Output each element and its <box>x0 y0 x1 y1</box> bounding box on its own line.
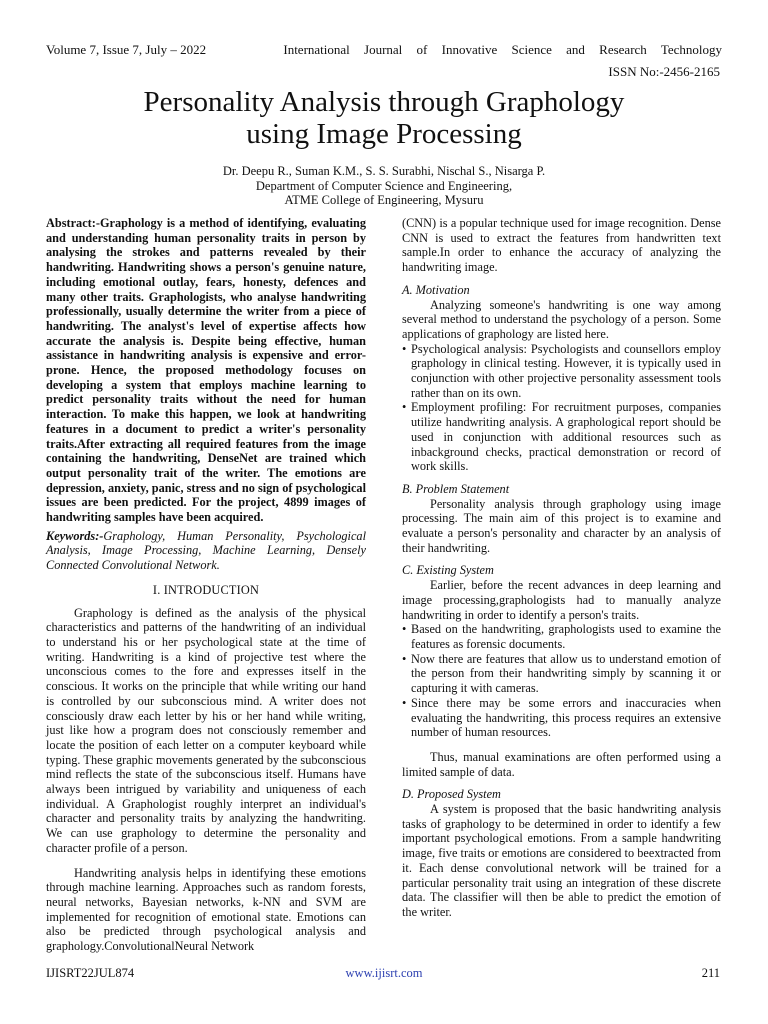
proposed-paragraph: A system is proposed that the basic handwriting analysis tasks of graphology to be determined in order to identify a few important psychological emotions. From a sample handwriting image, five traits or emotions are considered to beextracted from it. Each dense convolutional network will be trained for a particular personality trait using an integration of these discrete data. The classifier will then be able to predict the emotion of the writer. <box>402 802 721 919</box>
college: ATME College of Engineering, Mysuru <box>284 193 484 207</box>
keywords-text: Graphology, Human Personality, Psychological Analysis, Image Processing, Machine Learning, Densely Connected Convolutional Network. <box>46 528 366 573</box>
subsection-heading-problem-statement: B. Problem Statement <box>402 481 510 496</box>
subsection-heading-motivation: A. Motivation <box>402 282 470 297</box>
keywords-label: Keywords:- <box>46 528 104 543</box>
cnn-paragraph: (CNN) is a popular technique used for image recognition. Dense CNN is used to extract the features from handwritten text sample.In order to enhance the accuracy of analyzing the handwriting image. <box>402 216 721 275</box>
title-line-1: Personality Analysis through Graphology <box>143 86 625 118</box>
subsection-heading-proposed-system: D. Proposed System <box>402 787 501 802</box>
intro-paragraph-2: Handwriting analysis helps in identifying these emotions through machine learning. Approaches such as random forests, neural networks, Bayesian networks, k-NN and SVM are implemented for recognition of emotional state. Emotions can also be predicted through psychological analysis and graphology.ConvolutionalNeural Network <box>46 865 366 954</box>
journal-url-link[interactable]: www.ijisrt.com <box>345 966 423 980</box>
keywords <box>46 529 366 573</box>
author-names: Dr. Deepu R., Suman K.M., S. S. Surabhi, Nischal S., Nisarga P. <box>222 164 546 178</box>
issn: ISSN No:-2456-2165 <box>608 64 720 79</box>
abstract: Abstract:-Graphology is a method of identifying, evaluating and understanding human personality traits in person by analysing the strokes and patterns revealed by their handwriting. Handwriting shows a person's genuine nature, including emotional outlay, fears, honesty, defences and many other traits. Graphologists, who analyse handwriting professionally, usually determine the writer from a piece of handwriting. The analyst's level of expertise affects how accurate the analysis is. Despite being effective, human assistance in handwriting analysis is expensive and error-prone. Hence, the proposed methodology focuses on developing a system that employs machine learning to predict personality traits without the need for human interaction. To make this happen, we look at handwriting features in a document to predict a writer's personality traits.After extracting all required features from the image containing the handwriting, DenseNet are trained which output personality trait of the writer. The emotions are depression, anxiety, panic, stress and no sign of psychological issues are been predicted. For the project, 4899 images of handwriting samples have been acquired. <box>46 216 366 525</box>
existing-paragraph-2: Thus, manual examinations are often performed using a limited sample of data. <box>402 749 721 779</box>
department: Department of Computer Science and Engineering, <box>255 178 513 193</box>
existing-paragraph: Earlier, before the recent advances in deep learning and image processing,graphologists had to manually analyze handwriting in order to identify a person's traits. <box>402 578 721 622</box>
section-heading-introduction: I. INTRODUCTION <box>152 582 260 597</box>
paper-code: IJISRT22JUL874 <box>46 966 135 980</box>
left-column <box>46 216 366 954</box>
list-item: • Based on the handwriting, graphologists used to examine the features as forensic documents. <box>402 622 721 651</box>
existing-list <box>402 622 721 740</box>
volume-info: Volume 7, Issue 7, July – 2022 <box>46 42 207 57</box>
subsection-heading-existing-system: C. Existing System <box>402 563 494 578</box>
title-line-2: using Image Processing <box>246 118 522 150</box>
author-block <box>0 164 768 208</box>
motivation-paragraph: Analyzing someone's handwriting is one way among several method to understand the psychology of a person. Some applications of graphology are listed here. <box>402 297 721 341</box>
list-item: • Now there are features that allow us to understand emotion of the person from their handwriting simply by scanning it or capturing it with cameras. <box>402 652 721 696</box>
list-item: • Psychological analysis: Psychologists and counsellors employ graphology in clinical testing. However, it is typically used in conjunction with other projective personality assessment tools rather than on its own. <box>402 342 721 401</box>
list-item: • Employment profiling: For recruitment purposes, companies utilize handwriting analysis. A graphological report should be used in conjunction with additional resources such as inbackground checks, practical demonstration or record of work skills. <box>402 400 721 474</box>
journal-name: International Journal of Innovative Science and Research Technology <box>283 42 722 57</box>
list-item: • Since there may be some errors and inaccuracies when evaluating the handwriting, this process requires an extensive number of human resources. <box>402 696 721 740</box>
problem-paragraph: Personality analysis through graphology using image processing. The main aim of this project is to examine and evaluate a person's personality and character by an analysis of their handwriting. <box>402 496 721 555</box>
paper-title <box>0 86 768 150</box>
motivation-list <box>402 342 721 474</box>
page-number: 211 <box>701 966 720 980</box>
right-column <box>402 216 721 920</box>
intro-paragraph-1: Graphology is defined as the analysis of the physical characteristics and patterns of the handwriting of an individual to understand his or her psychological state at the time of writing. Handwriting is a kind of projective test where the unconscious comes to the fore and expresses itself in the conscious. It works on the principle that while writing our hand is controlled by our subconscious mind. A writer does not consciously draw each letter by his or her hand while writing, just like how a program does not consciously remember and locate the position of each letter on a computer keyboard while typing. These graphic movements generated by the subconscious mind reflects the state of the subconscious itself. Humans have always been intrigued by variability and uniqueness of each individual. A Graphologist roughly interpret an individual's character and personality traits by analyzing the handwriting. We can use graphology to determine the personality and character profile of a person. <box>46 605 366 855</box>
